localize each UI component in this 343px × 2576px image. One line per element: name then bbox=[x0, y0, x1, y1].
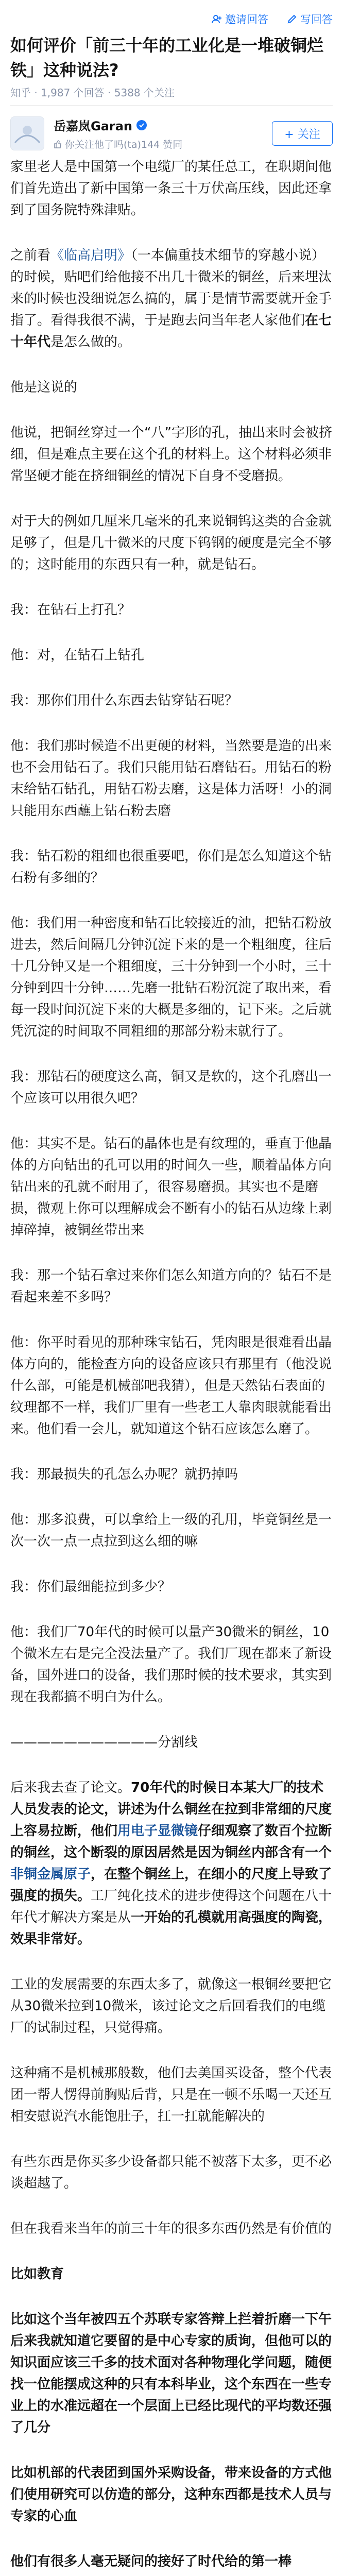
answer-paragraph: 我：那钻石的硬度这么高，铜又是软的，这个孔磨出一个应该可以用很久吧？ bbox=[10, 1069, 332, 1106]
answer-paragraph: 他：你平时看见的那种珠宝钻石，凭肉眼是很难看出晶体方向的，能检查方向的设备应该只有那里有（他没说什么部，可能是机械部吧我猜），但是天然钻石表面的纹理都不一样，我们厂里有一些老工人靠肉眼就能看出来。他们看一会儿，就知道这个钻石应该怎么磨了。 bbox=[10, 1335, 332, 1437]
top-action-bar bbox=[0, 0, 343, 30]
thumb-up-icon bbox=[54, 140, 62, 148]
answer-paragraph: 比如教育 bbox=[10, 2266, 64, 2282]
write-answer-button[interactable] bbox=[287, 11, 333, 27]
question-title[interactable]: 如何评价「前三十年的工业化是一堆破铜烂铁」这种说法? bbox=[10, 36, 324, 80]
dialogue-line: 我：那你们用什么东西去钻穿钻石呢？ bbox=[10, 693, 238, 708]
answer-content bbox=[0, 154, 343, 2572]
answer-paragraph: 他：我们厂70年代的时候可以量产30微米的铜丝，10个微米左右是完全没法量产了。我们厂现在都来了新设备，国外进口的设备，我们那时候的技术要求，其实到现在我都搞不明白为什么。 bbox=[10, 1624, 332, 1705]
electron-microscope-link[interactable]: 用电子显微镜 bbox=[117, 1823, 198, 1839]
answer-paragraph: 我：那一个钻石拿过来你们怎么知道方向的？钻石不是看起来差不多吗？ bbox=[10, 1268, 332, 1305]
follow-button[interactable]: + 关注 bbox=[272, 121, 333, 146]
question-meta: 知乎 · 1,987 个回答 · 5388 个关注 bbox=[10, 87, 175, 99]
separator-line: ———————————分割线 bbox=[10, 1735, 198, 1750]
answer-paragraph: 之前看《临高启明》（一本偏重技术细节的穿越小说）的时候，贴吧们给他接不出几十微米的铜丝，后来埋汰来的时候也没细说怎么搞的，属于是情节需要就开金手指了。看得我很不满，于是跑去问当年老人家他们在七十年代是怎么做的。 bbox=[10, 248, 332, 350]
answer-paragraph: 我：那最损失的孔怎么办呢？就扔掉吗 bbox=[10, 1467, 238, 1482]
pen-icon bbox=[287, 14, 297, 24]
answer-paragraph: 比如这个当年被四五个苏联专家答辩上拦着折磨一下午后来我就知道它要留的是中心专家的质询，但他可以的知识面应该三千多的技术面对各种物理化学问题，随便找一位能摆成这种的只有本科毕业，这个东西在一些专业上的水准远超在一个层面上已经比现代的平均数还强了几分 bbox=[10, 2312, 332, 2435]
avatar-image bbox=[11, 117, 44, 150]
book-link[interactable]: 《临高启明》 bbox=[50, 248, 131, 263]
invite-icon bbox=[212, 14, 222, 24]
verified-badge-icon bbox=[136, 120, 147, 130]
answer-paragraph: 我：你们最细能拉到多少？ bbox=[10, 1579, 172, 1595]
dialogue-line: 他：对，在钻石上钻孔 bbox=[10, 648, 145, 663]
metal-atom-link[interactable]: 非铜金属原子 bbox=[10, 1867, 91, 1882]
answer-paragraph: 后来我去查了论文。70年代的时候日本某大厂的技术人员发表的论文，讲述为什么铜丝在拉到非常细的尺度上容易拉断，他们用电子显微镜仔细观察了数百个拉断的铜丝，这个断裂的原因居然是因为铜丝内部含有一个非铜金属原子，在整个铜丝上，在细小的尺度上导致了强度的损失。工厂纯化技术的进步使得这个问题在八十年代才解决方案是从一开始的孔模就用高强度的陶瓷，效果非常好。 bbox=[10, 1780, 332, 1947]
dialogue-line: 我：在钻石上打孔？ bbox=[10, 602, 131, 618]
answer-paragraph: 他们有很多人毫无疑问的接好了时代给的第一棒 bbox=[10, 2554, 292, 2569]
avatar[interactable] bbox=[10, 116, 44, 150]
answer-paragraph: 有些东西是你买多少设备都只能不被落下太多，更不必谈超越了。 bbox=[10, 2154, 332, 2191]
answer-paragraph: 他：那多浪费，可以拿给上一级的孔用，毕竟铜丝是一次一次一点一点拉到这么细的嘛 bbox=[10, 1512, 332, 1549]
answer-paragraph: 家里老人是中国第一个电缆厂的某任总工，在职期间他们首先造出了新中国第一条三十万伏高压线，因此还拿到了国务院特殊津贴。 bbox=[10, 159, 332, 218]
answer-paragraph: 这种痛不是机械那般数，他们去美国买设备，整个代表团一帮人愣得前胸贴后背，只是在一顿不乐喝一天还互相安慰说汽水能饱肚子，扛一扛就能解决的 bbox=[10, 2065, 332, 2124]
author-name[interactable]: 岳嘉岚Garan bbox=[54, 119, 133, 133]
author-card bbox=[0, 106, 343, 154]
answer-paragraph: 但在我看来当年的前三十年的很多东西仍然是有价值的 bbox=[10, 2221, 332, 2236]
write-answer-label: 写回答 bbox=[300, 13, 333, 26]
answer-paragraph: 他：我们那时候造不出更硬的材料，当然要是造的出来也不会用钻石了。我们只能用钻石磨钻石。用钻石的粉末给钻石钻孔，用钻石粉去磨，这是体力活呀！小的洞只能用东西蘸上钻石粉去磨 bbox=[10, 738, 332, 819]
author-sub-info: 你关注他了吗(ta)144 赞同 bbox=[65, 139, 183, 150]
invite-answer-button[interactable] bbox=[212, 11, 268, 27]
answer-paragraph: 他：我们用一种密度和钻石比较接近的油，把钻石粉放进去，然后间隔几分钟沉淀下来的是一个粗细度，往后十几分钟又是一个粗细度，三十分钟到一个小时，三十分钟到四十分钟……先磨一批钻石粉沉淀了取出来，看每一段时间沉淀下来的大概是多细的，记下来。之后就凭沉淀的时间取不同粗细的那部分粉末就行了。 bbox=[10, 916, 332, 1039]
answer-paragraph: 工业的发展需要的东西太多了，就像这一根铜丝要把它从30微米拉到10微米，该过论文之后回看我们的电缆厂的试制过程，只觉得痛。 bbox=[10, 1977, 332, 2036]
answer-paragraph: 他说，把铜丝穿过一个“八”字形的孔，抽出来时会被挤细，但是难点主要在这个孔的材料上。这个材料必须非常坚硬才能在挤细铜丝的情况下自身不受磨损。 bbox=[10, 425, 332, 484]
answer-paragraph: 比如机部的代表团到国外采购设备，带来设备的方式他们使用研究可以仿造的部分，这种东西都是技术人员与专家的心血 bbox=[10, 2465, 332, 2524]
invite-answer-label: 邀请回答 bbox=[225, 13, 268, 26]
answer-paragraph: 对于大的例如几厘米几毫米的孔来说铜钨这类的合金就足够了，但是几十微米的尺度下钨钢的硬度是完全不够的；这时能用的东西只有一种，就是钻石。 bbox=[10, 514, 332, 572]
answer-paragraph: 他是这说的 bbox=[10, 380, 78, 395]
answer-paragraph: 他：其实不是。钻石的晶体也是有纹理的，垂直于他晶体的方向钻出的孔可以用的时间久一些，顺着晶体方向钻出来的孔就不耐用了，很容易磨损。其实也不是磨损，微观上你可以理解成会不断有小的钻石从边缘上剥掉碎掉，被铜丝带出来 bbox=[10, 1136, 332, 1238]
answer-paragraph: 我：钻石粉的粗细也很重要吧，你们是怎么知道这个钻石粉有多细的？ bbox=[10, 849, 332, 886]
